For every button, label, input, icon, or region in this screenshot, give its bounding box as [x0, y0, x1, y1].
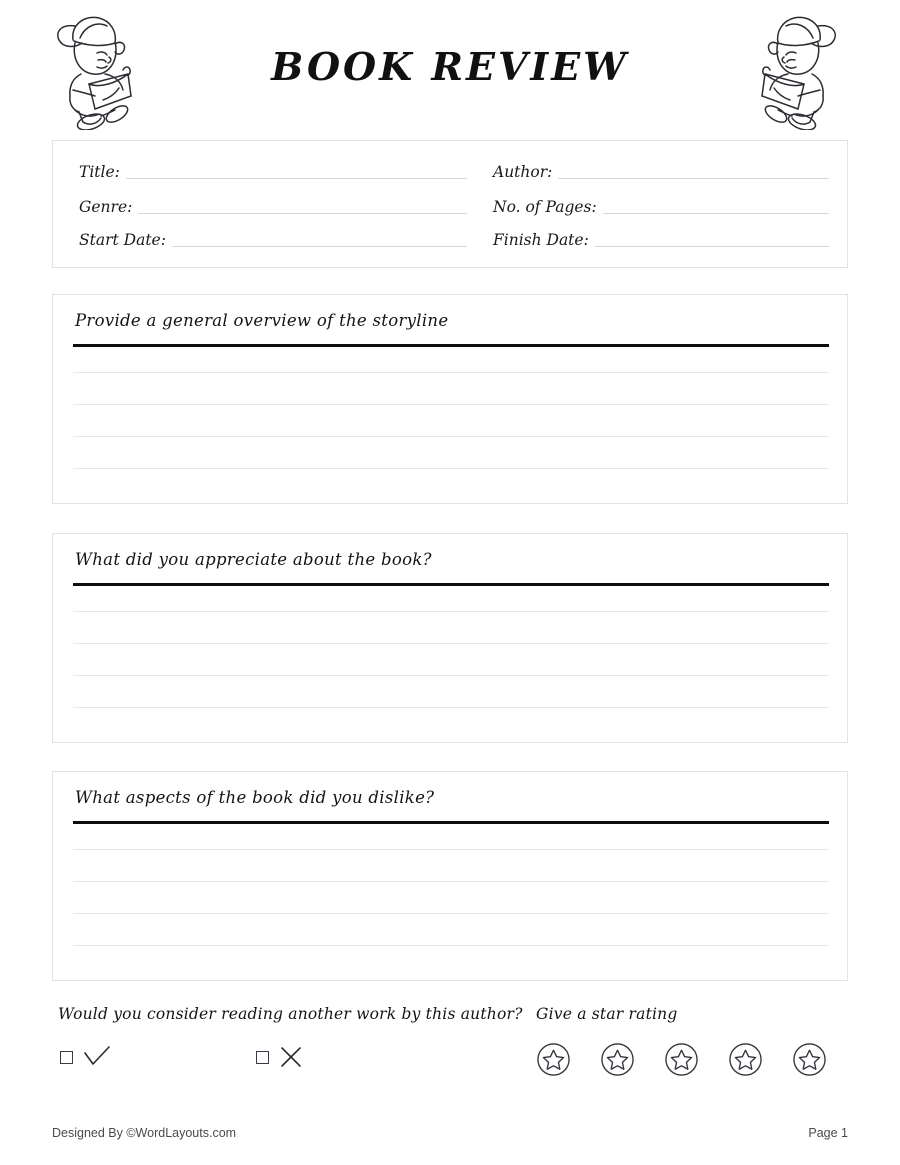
writing-line[interactable]: [73, 881, 829, 882]
heading-underline: [73, 344, 829, 347]
writing-line[interactable]: [73, 468, 829, 469]
writing-line[interactable]: [73, 404, 829, 405]
recommend-no-choice[interactable]: [256, 1045, 303, 1069]
star-in-circle-icon[interactable]: [536, 1042, 571, 1077]
writing-line[interactable]: [73, 436, 829, 437]
page-title: BOOK REVIEW: [271, 44, 629, 89]
star-rating-label: Give a star rating: [536, 1005, 678, 1023]
no-of-pages-input-line[interactable]: [603, 213, 829, 214]
writing-line[interactable]: [73, 675, 829, 676]
section-heading: What aspects of the book did you dislike?: [75, 788, 435, 807]
start-date-input-line[interactable]: [172, 246, 467, 247]
field-finish-date[interactable]: [493, 227, 829, 249]
boy-reading-book-icon: [748, 10, 848, 130]
section-storyline-overview: [52, 294, 848, 504]
finish-date-input-line[interactable]: [595, 246, 829, 247]
footer-page-number: Page 1: [808, 1126, 848, 1140]
writing-line[interactable]: [73, 945, 829, 946]
field-label-title: Title:: [79, 162, 120, 181]
recommend-yes-choice[interactable]: [60, 1045, 111, 1069]
star-rating-options: [536, 1042, 866, 1077]
field-label-genre: Genre:: [79, 197, 133, 216]
recommend-no-checkbox[interactable]: [256, 1051, 269, 1064]
field-author[interactable]: [493, 159, 829, 181]
heading-underline: [73, 583, 829, 586]
section-what-you-appreciated: [52, 533, 848, 743]
heading-underline: [73, 821, 829, 824]
recommend-yes-checkbox[interactable]: [60, 1051, 73, 1064]
writing-line[interactable]: [73, 643, 829, 644]
star-rating-group: [536, 1005, 866, 1077]
writing-line[interactable]: [73, 849, 829, 850]
field-label-no-of-pages: No. of Pages:: [493, 197, 597, 216]
title-input-line[interactable]: [126, 178, 467, 179]
section-what-you-disliked: [52, 771, 848, 981]
recommend-question-group: [58, 1005, 523, 1079]
field-label-finish-date: Finish Date:: [493, 230, 589, 249]
bottom-row: [0, 1005, 900, 1105]
book-info-panel: [52, 140, 848, 268]
cross-icon: [279, 1045, 303, 1069]
star-in-circle-icon[interactable]: [792, 1042, 827, 1077]
section-heading: Provide a general overview of the storyline: [75, 311, 449, 330]
section-heading: What did you appreciate about the book?: [75, 550, 432, 569]
field-label-author: Author:: [493, 162, 553, 181]
author-input-line[interactable]: [558, 178, 829, 179]
field-no-of-pages[interactable]: [493, 194, 829, 216]
recommend-choices: [58, 1045, 488, 1079]
writing-line[interactable]: [73, 611, 829, 612]
genre-input-line[interactable]: [138, 213, 467, 214]
writing-line[interactable]: [73, 707, 829, 708]
recommend-question-label: Would you consider reading another work by this author?: [58, 1005, 523, 1023]
star-in-circle-icon[interactable]: [664, 1042, 699, 1077]
page-header: [0, 0, 900, 135]
field-start-date[interactable]: [79, 227, 467, 249]
field-label-start-date: Start Date:: [79, 230, 166, 249]
star-in-circle-icon[interactable]: [600, 1042, 635, 1077]
field-title[interactable]: [79, 159, 467, 181]
writing-line[interactable]: [73, 372, 829, 373]
page-footer: [0, 1126, 900, 1150]
writing-line[interactable]: [73, 913, 829, 914]
footer-credit: Designed By ©WordLayouts.com: [52, 1126, 237, 1140]
field-genre[interactable]: [79, 194, 467, 216]
star-in-circle-icon[interactable]: [728, 1042, 763, 1077]
check-icon: [83, 1045, 111, 1069]
